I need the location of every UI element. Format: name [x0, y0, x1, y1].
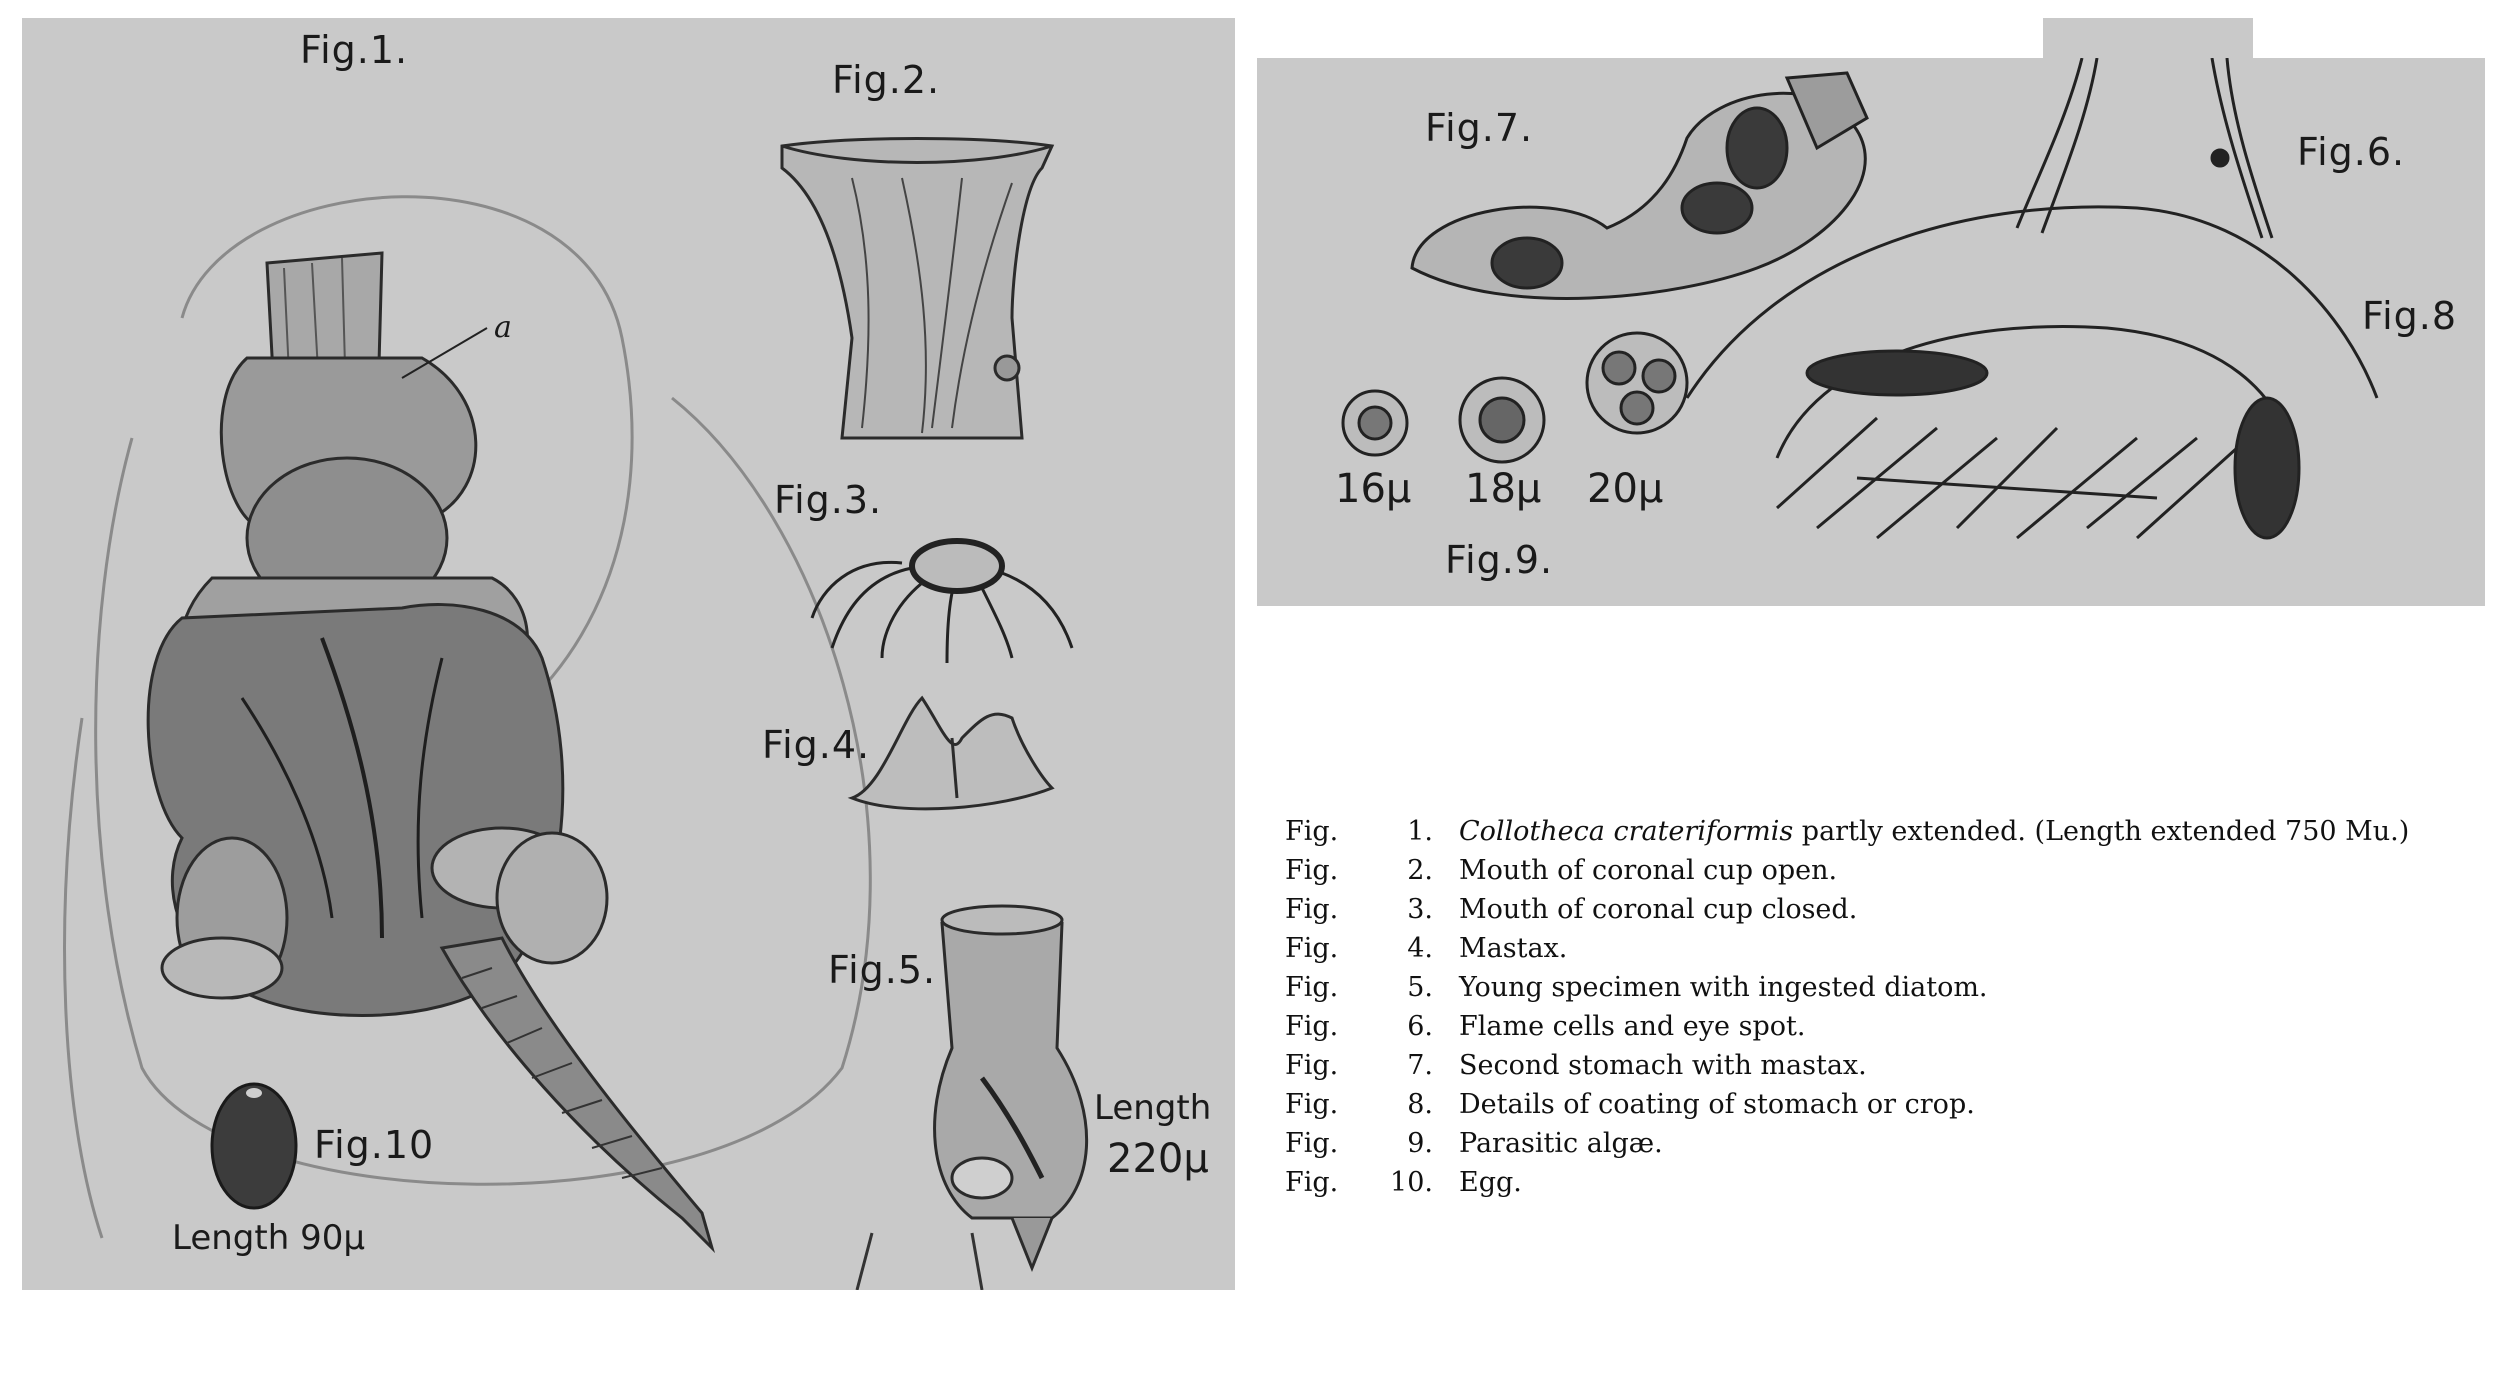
legend-description-text: Second stomach with mastax.	[1459, 1050, 1867, 1081]
legend-row-fig6	[1285, 1007, 2485, 1046]
legend-row-fig9	[1285, 1124, 2485, 1163]
fig8-stomach-coating	[1687, 207, 2377, 538]
fig2-coronal-cup-open	[782, 139, 1052, 439]
legend-fig-prefix: Fig.	[1285, 933, 1339, 964]
legend-description-text: Parasitic algæ.	[1459, 1128, 1663, 1159]
fig6-label: Fig.6.	[2297, 130, 2406, 174]
legend-description-text: Mouth of coronal cup open.	[1459, 855, 1838, 886]
legend-fig-prefix: Fig.	[1285, 1089, 1339, 1120]
legend-fig-prefix: Fig.	[1285, 894, 1339, 925]
fig3-coronal-cup-closed	[812, 541, 1072, 663]
figure-legend	[1285, 812, 2485, 1202]
legend-description-text: Flame cells and eye spot.	[1459, 1011, 1806, 1042]
legend-description-text: Mastax.	[1459, 933, 1568, 964]
legend-fig-number: 5.	[1407, 972, 1433, 1003]
fig9-measure-18: 18µ	[1465, 466, 1542, 512]
legend-fig-number: 2.	[1407, 855, 1433, 886]
legend-fig-number: 7.	[1407, 1050, 1433, 1081]
fig9-label: Fig.9.	[1445, 538, 1554, 582]
fig5-stray-strokes	[857, 1233, 982, 1290]
legend-description-text: Mouth of coronal cup closed.	[1459, 894, 1858, 925]
fig1-pointer-a-label: a	[494, 310, 513, 345]
fig9-parasitic-algae	[1343, 333, 1687, 462]
legend-description-text: Young specimen with ingested diatom.	[1459, 972, 1988, 1003]
fig5-length-value: 220µ	[1107, 1136, 1209, 1182]
legend-fig-prefix: Fig.	[1285, 1167, 1339, 1198]
fig5-young-specimen	[935, 906, 1087, 1268]
fig1-label: Fig.1.	[300, 28, 409, 72]
legend-fig-prefix: Fig.	[1285, 1128, 1339, 1159]
fig5-label: Fig.5.	[828, 948, 937, 992]
legend-fig-number: 9.	[1407, 1128, 1433, 1159]
legend-fig-prefix: Fig.	[1285, 816, 1339, 847]
legend-fig-prefix: Fig.	[1285, 1011, 1339, 1042]
fig10-length: Length 90µ	[172, 1218, 365, 1258]
legend-species-name: Collotheca crateriformis	[1459, 816, 1794, 847]
plate-right-panel-tab	[2043, 18, 2253, 62]
legend-fig-number: 8.	[1407, 1089, 1433, 1120]
fig5-length-label: Length	[1094, 1088, 1212, 1128]
fig4-mastax	[852, 698, 1052, 809]
fig2-label: Fig.2.	[832, 58, 941, 102]
legend-row-fig2	[1285, 851, 2485, 890]
fig6-flame-cells	[2017, 58, 2272, 238]
legend-fig-number: 1.	[1407, 816, 1433, 847]
legend-description-text: Egg.	[1459, 1167, 1522, 1198]
legend-description-text: Details of coating of stomach or crop.	[1459, 1089, 1975, 1120]
fig4-label: Fig.4.	[762, 723, 871, 767]
fig10-egg	[212, 1084, 296, 1208]
legend-fig-prefix: Fig.	[1285, 1050, 1339, 1081]
legend-description	[1459, 816, 2409, 847]
legend-fig-prefix: Fig.	[1285, 972, 1339, 1003]
legend-row-fig10	[1285, 1163, 2485, 1202]
legend-fig-number: 6.	[1407, 1011, 1433, 1042]
plate-left-panel	[22, 18, 1235, 1290]
plate-left-drawings	[22, 18, 1235, 1290]
fig8-label: Fig.8	[2362, 294, 2458, 338]
legend-fig-number: 4.	[1407, 933, 1433, 964]
legend-fig-number: 3.	[1407, 894, 1433, 925]
legend-fig-number: 10.	[1390, 1167, 1433, 1198]
fig9-measure-16: 16µ	[1335, 466, 1412, 512]
fig7-label: Fig.7.	[1425, 106, 1534, 150]
fig10-label: Fig.10	[314, 1123, 435, 1167]
fig3-label: Fig.3.	[774, 478, 883, 522]
legend-row-fig8	[1285, 1085, 2485, 1124]
legend-row-fig3	[1285, 890, 2485, 929]
legend-row-fig7	[1285, 1046, 2485, 1085]
legend-description-text: partly extended. (Length extended 750 Mu.)	[1793, 816, 2410, 847]
legend-row-fig1	[1285, 812, 2485, 851]
fig9-measure-20: 20µ	[1587, 466, 1664, 512]
legend-row-fig4	[1285, 929, 2485, 968]
plate-right-panel	[1257, 58, 2485, 606]
legend-fig-prefix: Fig.	[1285, 855, 1339, 886]
legend-row-fig5	[1285, 968, 2485, 1007]
